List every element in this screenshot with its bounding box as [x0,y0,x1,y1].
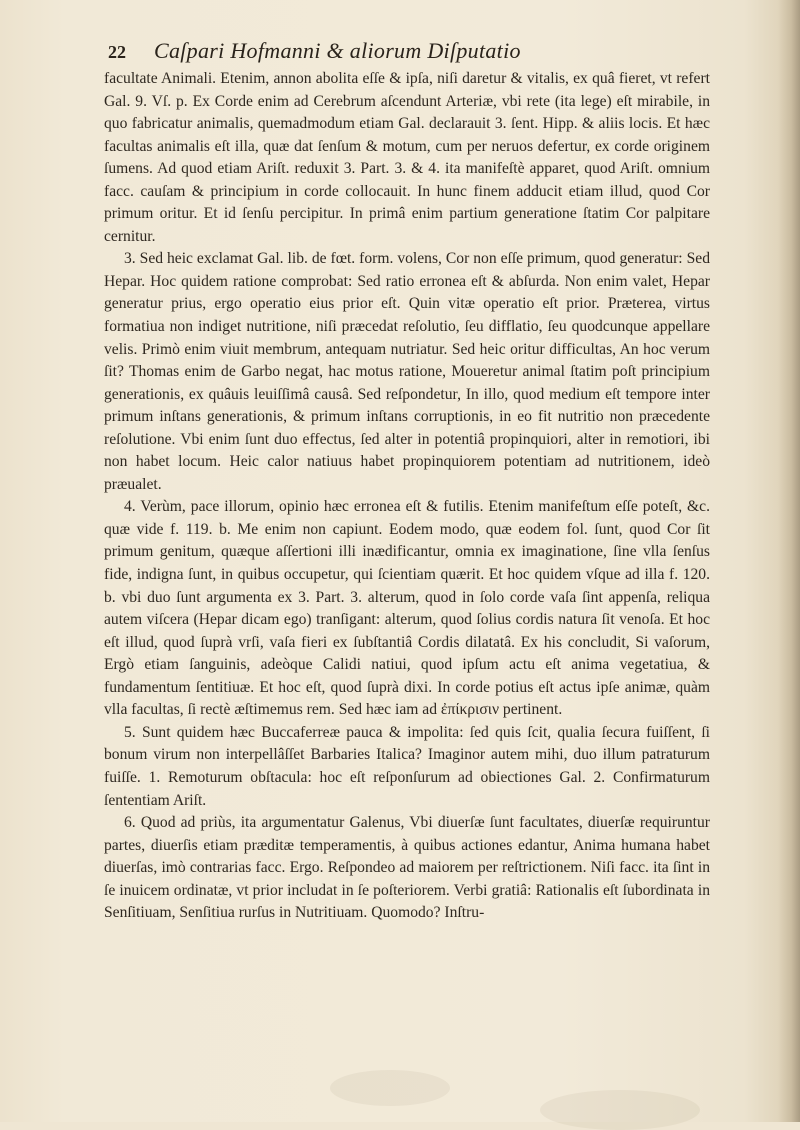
paper-stain [330,1070,450,1106]
paper-stain [540,1090,700,1130]
page-header [108,38,668,70]
paragraph-4: 4. Verùm, pace illorum, opinio hæc erronea eſt & futilis. Etenim manifeſtum eſſe poteſt, &c. quæ vide f. 119. b. Me enim non capiunt. Eodem modo, quæ eodem fol. ſunt, quod Cor ſit primum genitum, quæque aſſertioni illi inædificantur, omnia ex imaginatione, ſine vlla ſenſus fide, indigna ſunt, in quibus occupetur, qui ſcientiam quærit. Et hoc quidem vſque ad illa f. 120. b. vbi duo ſunt argumenta ex 3. Part. 3. alterum, quod in ſolo corde vaſa ſint appenſa, reliqua autem viſcera (Hepar dicam ego) tranſigant: alterum, quod ſolius cordis natura ſit venoſa. Et hoc eſt illud, quod ſuprà vrſi, vaſa fieri ex ſubſtantiâ Cordis dilatatâ. Ex his concludit, Si vaſorum, Ergò etiam ſanguinis, adeòque Calidi natiui, quod ipſum actu eſt anima vegetatiua, & fundamentum ſentitiuæ. Et hoc eſt, quod ſuprà dixi. In corde potius eſt actus ipſe animæ, quàm vlla facultas, ſi rectè æſtimemus rem. Sed hæc iam ad ἐπίκρισιν pertinent. [104,498,710,719]
paragraph-3: 3. Sed heic exclamat Gal. lib. de fœt. form. volens, Cor non eſſe primum, quod generatur: Sed Hepar. Hoc quidem ratione comprobat: Sed ratio erronea eſt & abſurda. Non enim valet, Hepar generatur prius, ergo operatio eius prior eſt. Quin vitæ operatio eſt prior. Præterea, virtus formatiua non indiget nutritione, niſi præcedat reſolutio, ſeu difflatio, ſeu quodcunque appellare velis. Primò enim viuit membrum, antequam nutriatur. Sed heic oritur difficultas, An hoc verum ſit? Thomas enim de Garbo negat, hac motus ratione, Moueretur animal ſtatim poſt principium generationis, ex quâuis leuiſſimâ causâ. Sed reſpondetur, In illo, quod medium eſt tempore inter primum inſtans generationis, & primum inſtans corruptionis, in eo fit nutritio non præcedente reſolutione. Vbi enim ſunt duo effectus, ſed alter in potentiâ propinquiori, alter in remotiori, ibi non habet locum. Heic calor natiuus habet propinquiorem potentiam ad nutritionem, ideò præualet. [104,250,710,493]
paragraph-6: 6. Quod ad priùs, ita argumentatur Galenus, Vbi diuerſæ ſunt facultates, diuerſæ requiruntur partes, diuerſis etiam præditæ temperamentis, à quibus actiones edantur, Anima humana habet diuerſas, imò contrarias facc. Ergo. Reſpondeo ad maiorem per reſtrictionem. Niſi facc. ita ſint in ſe inuicem ordinatæ, vt prior includat in ſe poſteriorem. Verbi gratiâ: Rationalis eſt ſubordinata in Senſitiuam, Senſitiua rurſus in Nutritiuam. Quomodo? Inſtru- [104,814,710,922]
body-text [104,68,710,925]
paragraph-continued: facultate Animali. Etenim, annon abolita eſſe & ipſa, niſi daretur & vitalis, ex quâ fieret, vt refert Gal. 9. Vſ. p. Ex Corde enim ad Cerebrum aſcendunt Arteriæ, vbi rete (ita lege) eſt mirabile, in quo fabricatur animalis, quemadmodum etiam Gal. declarauit 3. ſent. Hipp. & aliis locis. Et hæc facultas animalis eſt illa, quæ dat ſenſum & motum, cum per neruos defertur, ex corde originem ſumens. Ad quod etiam Ariſt. reduxit 3. Part. 3. & 4. ita manifeſtè apparet, quod Ariſt. omnium facc. cauſam & principium in corde collocauit. In hunc finem adducit etiam illud, quod Cor primum oritur. Et id ſenſu percipitur. In primâ enim partium generatione ſtatim Cor palpitare cernitur. [104,70,710,245]
running-title: Caſpari Hofmanni & aliorum Diſputatio [154,38,521,63]
page-number: 22 [108,42,126,62]
paragraph-5: 5. Sunt quidem hæc Buccaferreæ pauca & impolita: ſed quis ſcit, qualia ſecura fuiſſent, ſi bonum virum non interpellâſſet Barbaries Italica? Imaginor autem mihi, duo illum patraturum fuiſſe. 1. Remoturum obſtacula: hoc eſt reſponſurum ad obiectiones Gal. 2. Confirmaturum ſententiam Ariſt. [104,723,710,809]
page-edge-shadow [778,0,800,1122]
